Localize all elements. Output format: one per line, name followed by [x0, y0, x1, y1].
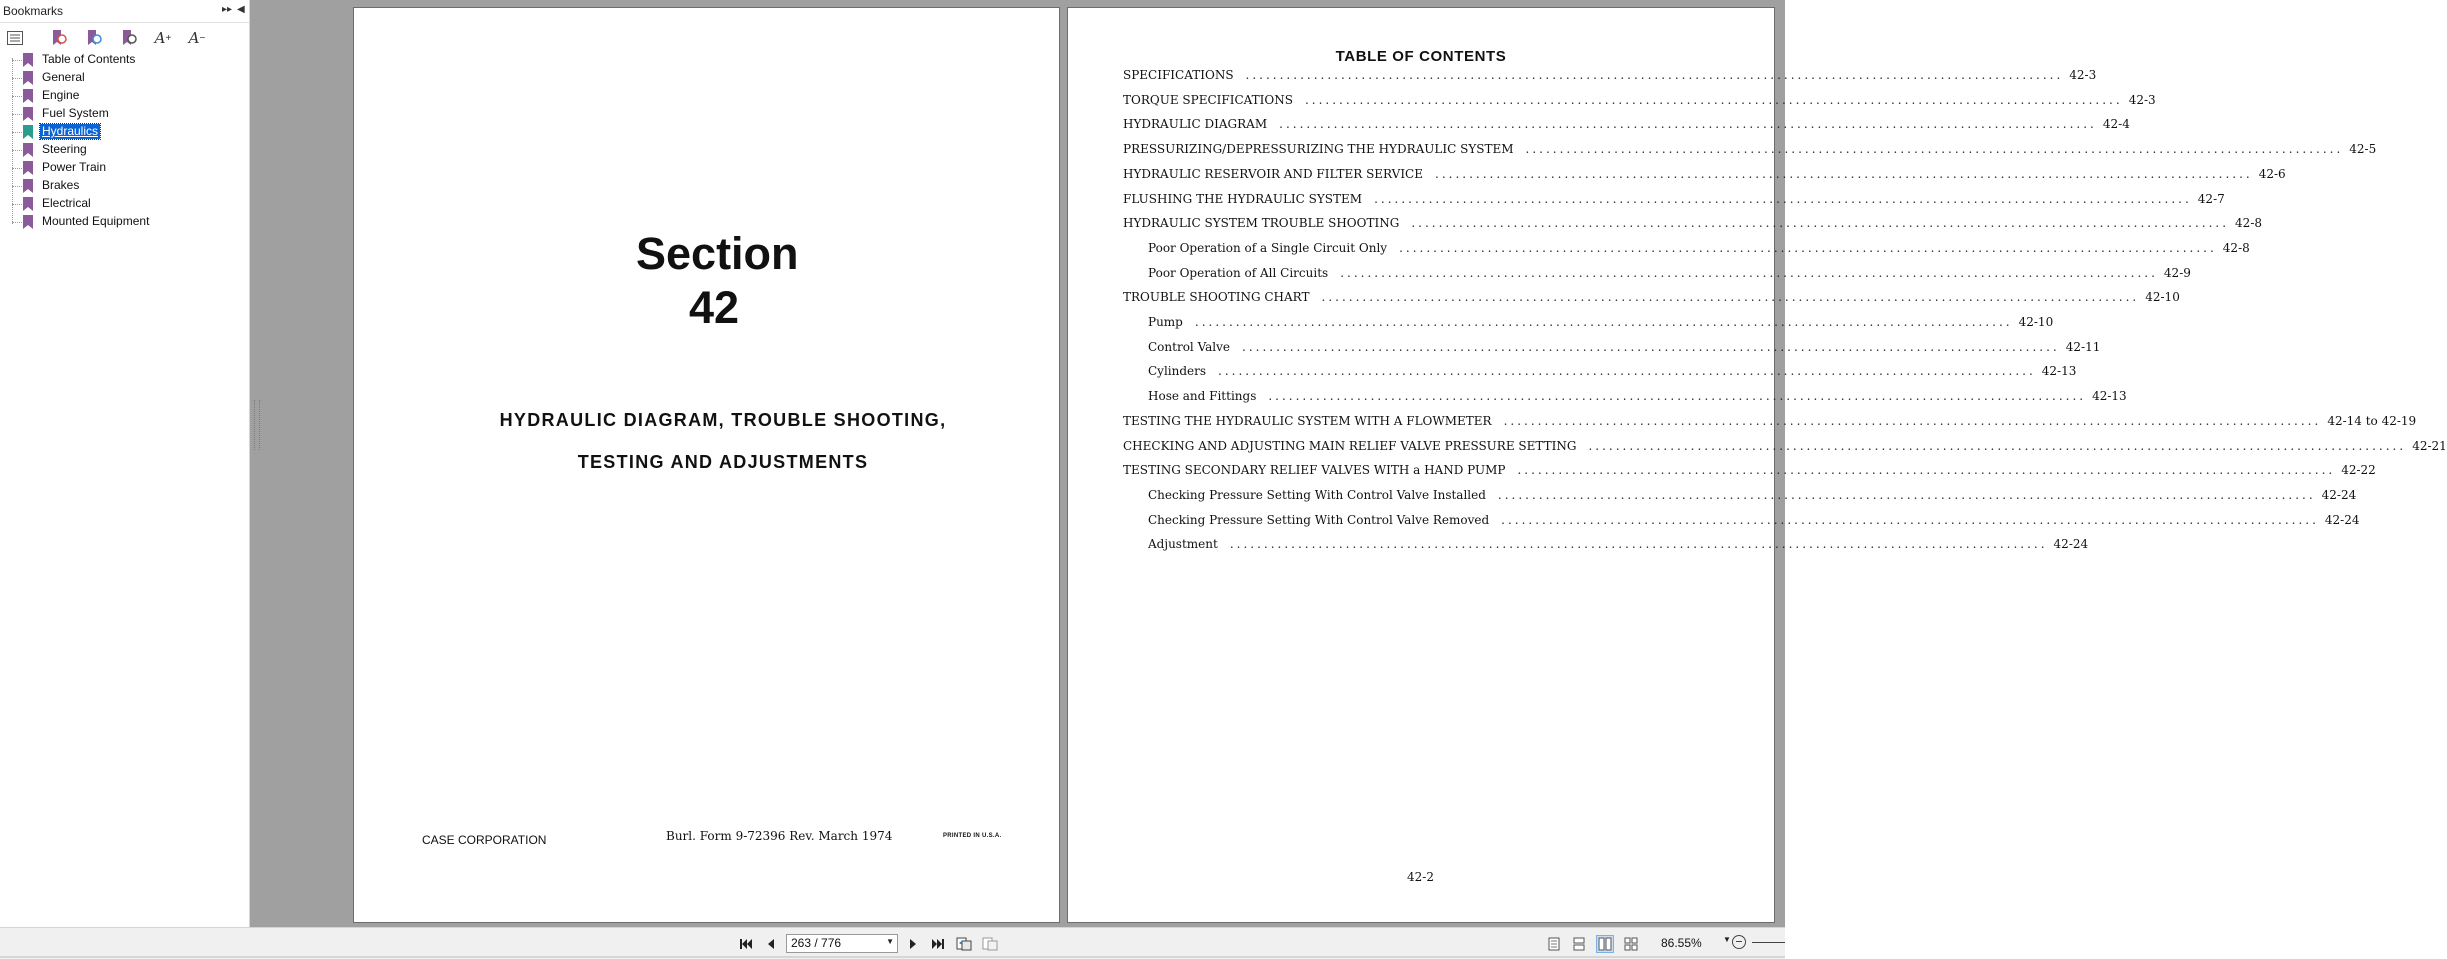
page-number-field[interactable]	[786, 934, 898, 953]
toc-entry-page: 42-8	[2222, 240, 2250, 255]
two-page-icon[interactable]	[1596, 935, 1614, 953]
toc-entry-text: Hose and Fittings	[1148, 389, 1257, 404]
bookmark-item[interactable]	[0, 51, 240, 69]
bookmarks-title: Bookmarks	[3, 4, 64, 18]
toc-entry	[1123, 92, 2156, 107]
toc-entry-text: HYDRAULIC SYSTEM TROUBLE SHOOTING	[1123, 216, 1400, 231]
bookmark-item[interactable]	[0, 159, 240, 177]
toc-entry	[1148, 364, 2077, 379]
toc-leader-dots: ........................................................................................................................	[1218, 364, 2036, 379]
toc-entry	[1123, 438, 2447, 453]
page-number: 42-2	[1407, 870, 1434, 884]
bookmarks-header	[0, 0, 249, 23]
bookmark-label[interactable]: Fuel System	[42, 106, 109, 120]
bookmark-label[interactable]: Steering	[42, 142, 87, 156]
toc-entry	[1148, 240, 2250, 255]
section-heading-line2: TESTING AND ADJUSTMENTS	[577, 452, 869, 472]
toc-entry-text: TROUBLE SHOOTING CHART	[1123, 290, 1310, 305]
zoom-slider[interactable]	[1752, 942, 1785, 943]
toc-entry-page: 42-14 to 42-19	[2327, 413, 2417, 428]
toc-entry-page: 42-5	[2349, 142, 2377, 157]
status-bar	[0, 927, 1785, 959]
toc-entry-text: HYDRAULIC RESERVOIR AND FILTER SERVICE	[1123, 166, 1423, 181]
toc-entry	[1123, 142, 2377, 157]
toc-entry-text: CHECKING AND ADJUSTING MAIN RELIEF VALVE PRESSURE SETTING	[1123, 438, 1577, 453]
toc-leader-dots: ........................................................................................................................	[1321, 290, 2140, 305]
toc-entry	[1148, 512, 2360, 527]
bookmark-find-icon[interactable]	[120, 29, 138, 47]
toc-entry-text: Checking Pressure Setting With Control Valve Installed	[1148, 487, 1486, 502]
panel-splitter[interactable]	[254, 400, 260, 450]
toc-entry-page: 42-24	[2053, 537, 2089, 552]
bookmark-icon	[23, 89, 33, 103]
toc-entry-text: HYDRAULIC DIAGRAM	[1123, 117, 1268, 132]
toc-leader-dots: ........................................................................................................................	[1229, 537, 2048, 552]
zoom-level[interactable]: 86.55%	[1661, 936, 1702, 950]
bookmark-icon	[23, 161, 33, 175]
bookmark-item[interactable]	[0, 123, 240, 141]
toc-entry	[1148, 537, 2089, 552]
bookmark-item[interactable]	[0, 213, 240, 231]
bookmark-label[interactable]: Hydraulics	[42, 124, 99, 138]
bookmark-icon	[23, 143, 33, 157]
toc-entry-page: 42-9	[2163, 265, 2191, 280]
toc-entry-page: 42-4	[2102, 117, 2130, 132]
toc-leader-dots: ........................................................................................................................	[1340, 265, 2158, 280]
bookmark-add-icon[interactable]	[50, 29, 68, 47]
collapse-panel-icon[interactable]: ◀	[237, 4, 245, 15]
toc-entry-text: Adjustment	[1148, 537, 1218, 552]
panel-options-icon[interactable]: ▸▸	[222, 4, 233, 15]
toc-entry-page: 42-8	[2235, 216, 2263, 231]
font-decrease-label: A	[188, 29, 200, 47]
bookmark-label[interactable]: General	[42, 70, 85, 84]
toc-entry	[1148, 389, 2127, 404]
bookmark-goto-icon[interactable]	[85, 29, 103, 47]
toc-leader-dots: ........................................................................................................................	[1242, 339, 2060, 354]
toc-entry	[1123, 216, 2263, 231]
toc-leader-dots: ........................................................................................................................	[1304, 92, 2123, 107]
section-number: 42	[689, 282, 740, 333]
bookmark-label[interactable]: Power Train	[42, 160, 107, 174]
toc-entry-text: TESTING THE HYDRAULIC SYSTEM WITH A FLOWMETER	[1123, 413, 1492, 428]
toc-leader-dots: ........................................................................................................................	[1501, 512, 2319, 527]
toc-leader-dots: ........................................................................................................................	[1525, 142, 2344, 157]
toc-entry	[1148, 339, 2101, 354]
toc-entry-page: 42-24	[2321, 487, 2357, 502]
toc-entry-page: 42-13	[2041, 364, 2077, 379]
page-right	[1067, 7, 2447, 923]
expand-all-icon[interactable]	[6, 29, 24, 47]
bookmark-icon	[23, 107, 33, 121]
toc-entry	[1123, 117, 2130, 132]
toc-entry-page: 42-22	[2341, 463, 2376, 478]
toc-leader-dots: ........................................................................................................................	[1517, 463, 2336, 478]
toc-entry-text: Poor Operation of All Circuits	[1148, 265, 1329, 280]
last-page-button[interactable]	[929, 935, 947, 953]
toc-entry	[1148, 265, 2191, 280]
toc-entry-page: 42-24	[2324, 512, 2360, 527]
section-word: Section	[636, 228, 799, 279]
toc-entry	[1123, 413, 2417, 428]
footer-form-number: Burl. Form 9-72396 Rev. March 1974	[666, 829, 893, 843]
toc-entry-text: SPECIFICATIONS	[1123, 68, 1234, 82]
bookmark-item[interactable]	[0, 105, 240, 123]
zoom-dropdown-icon[interactable]: ▼	[1723, 935, 1731, 944]
toc-entry-page: 42-10	[2145, 290, 2180, 305]
bookmark-label[interactable]: Engine	[42, 88, 80, 102]
toc-entry-page: 42-10	[2018, 315, 2054, 329]
bookmark-label[interactable]: Electrical	[42, 196, 91, 210]
toc-entry	[1123, 191, 2225, 206]
toc-entry-page: 42-11	[2065, 339, 2101, 354]
single-page-icon[interactable]	[1545, 935, 1563, 953]
bookmark-label[interactable]: Table of Contents	[42, 52, 136, 66]
continuous-icon[interactable]	[1570, 935, 1588, 953]
toc-entry-page: 42-13	[2092, 389, 2127, 404]
toc-leader-dots: ........................................................................................................................	[1194, 315, 2013, 329]
toc-entry	[1123, 166, 2286, 181]
bookmark-item[interactable]	[0, 195, 240, 213]
bookmark-icon	[23, 215, 33, 229]
section-heading-line1: HYDRAULIC DIAGRAM, TROUBLE SHOOTING,	[499, 410, 947, 430]
bookmark-icon	[23, 125, 33, 139]
zoom-out-icon[interactable]	[1732, 935, 1746, 949]
page-dropdown-icon[interactable]: ▼	[886, 937, 894, 946]
toc-entry-text: Pump	[1148, 315, 1183, 329]
toc-leader-dots: ........................................................................................................................	[1279, 117, 2097, 132]
bookmark-item[interactable]	[0, 177, 240, 195]
bookmark-icon	[23, 179, 33, 193]
toc-leader-dots: ........................................................................................................................	[1268, 389, 2087, 404]
toc-leader-dots: ........................................................................................................................	[1411, 216, 2230, 231]
font-increase-icon[interactable]: A +	[154, 29, 172, 47]
footer-corporation: CASE CORPORATION	[422, 833, 547, 847]
toc-leader-dots: ........................................................................................................................	[1588, 438, 2407, 453]
font-increase-label: A	[154, 29, 166, 47]
toc-entry-page: 42-21	[2412, 438, 2447, 453]
bookmark-label[interactable]: Mounted Equipment	[42, 214, 150, 228]
toc-leader-dots: ........................................................................................................................	[1435, 166, 2253, 181]
toc-entry-page: 42-7	[2197, 191, 2225, 206]
toc-entry	[1123, 463, 2376, 478]
font-decrease-icon[interactable]: A −	[188, 29, 206, 47]
toc-entry-text: TORQUE SPECIFICATIONS	[1123, 92, 1293, 107]
window-bottom-border	[0, 956, 1785, 958]
next-page-button[interactable]	[904, 935, 922, 953]
toc-leader-dots: ........................................................................................................................	[1399, 240, 2217, 255]
toc-entry-page: 42-3	[2069, 68, 2097, 82]
toc-entry-text: Cylinders	[1148, 364, 1207, 379]
toc-entry-text: PRESSURIZING/DEPRESSURIZING THE HYDRAULIC SYSTEM	[1123, 142, 1514, 157]
page-number-input[interactable]	[791, 936, 879, 950]
footer-printed-in: PRINTED IN U.S.A.	[943, 833, 1002, 839]
toc-entry-text: Poor Operation of a Single Circuit Only	[1148, 240, 1388, 255]
bookmark-icon	[23, 53, 33, 67]
toc-entry-text: TESTING SECONDARY RELIEF VALVES WITH a HAND PUMP	[1123, 463, 1506, 478]
toc-entry-text: Checking Pressure Setting With Control Valve Removed	[1148, 512, 1490, 527]
bookmark-icon	[23, 197, 33, 211]
two-page-continuous-icon[interactable]	[1622, 935, 1640, 953]
previous-page-button[interactable]	[762, 935, 780, 953]
page-left	[353, 7, 1060, 923]
toc-entry-text: Control Valve	[1148, 339, 1231, 354]
bookmarks-panel	[0, 0, 250, 927]
toc-leader-dots: ........................................................................................................................	[1503, 413, 2322, 428]
toc-entry-text: FLUSHING THE HYDRAULIC SYSTEM	[1123, 191, 1363, 206]
next-view-icon[interactable]	[981, 935, 999, 953]
toc-leader-dots: ........................................................................................................................	[1374, 191, 2192, 206]
bookmark-item[interactable]	[0, 69, 240, 87]
first-page-button[interactable]	[737, 935, 755, 953]
toc-entry	[1123, 290, 2180, 305]
toc-entry	[1123, 68, 2097, 82]
bookmark-item[interactable]	[0, 141, 240, 159]
toc-leader-dots: ........................................................................................................................	[1497, 487, 2316, 502]
toc-title: TABLE OF CONTENTS	[1335, 48, 1507, 65]
toc-entry-page: 42-6	[2258, 166, 2286, 181]
toc-entry	[1148, 315, 2054, 329]
bookmarks-toolbar	[0, 26, 249, 50]
toc-entry	[1148, 487, 2357, 502]
previous-view-icon[interactable]	[955, 935, 973, 953]
bookmark-item[interactable]	[0, 87, 240, 105]
bookmark-label[interactable]: Brakes	[42, 178, 80, 192]
bookmark-icon	[23, 71, 33, 85]
toc-entry-page: 42-3	[2128, 92, 2156, 107]
toc-leader-dots: ........................................................................................................................	[1245, 68, 2064, 82]
